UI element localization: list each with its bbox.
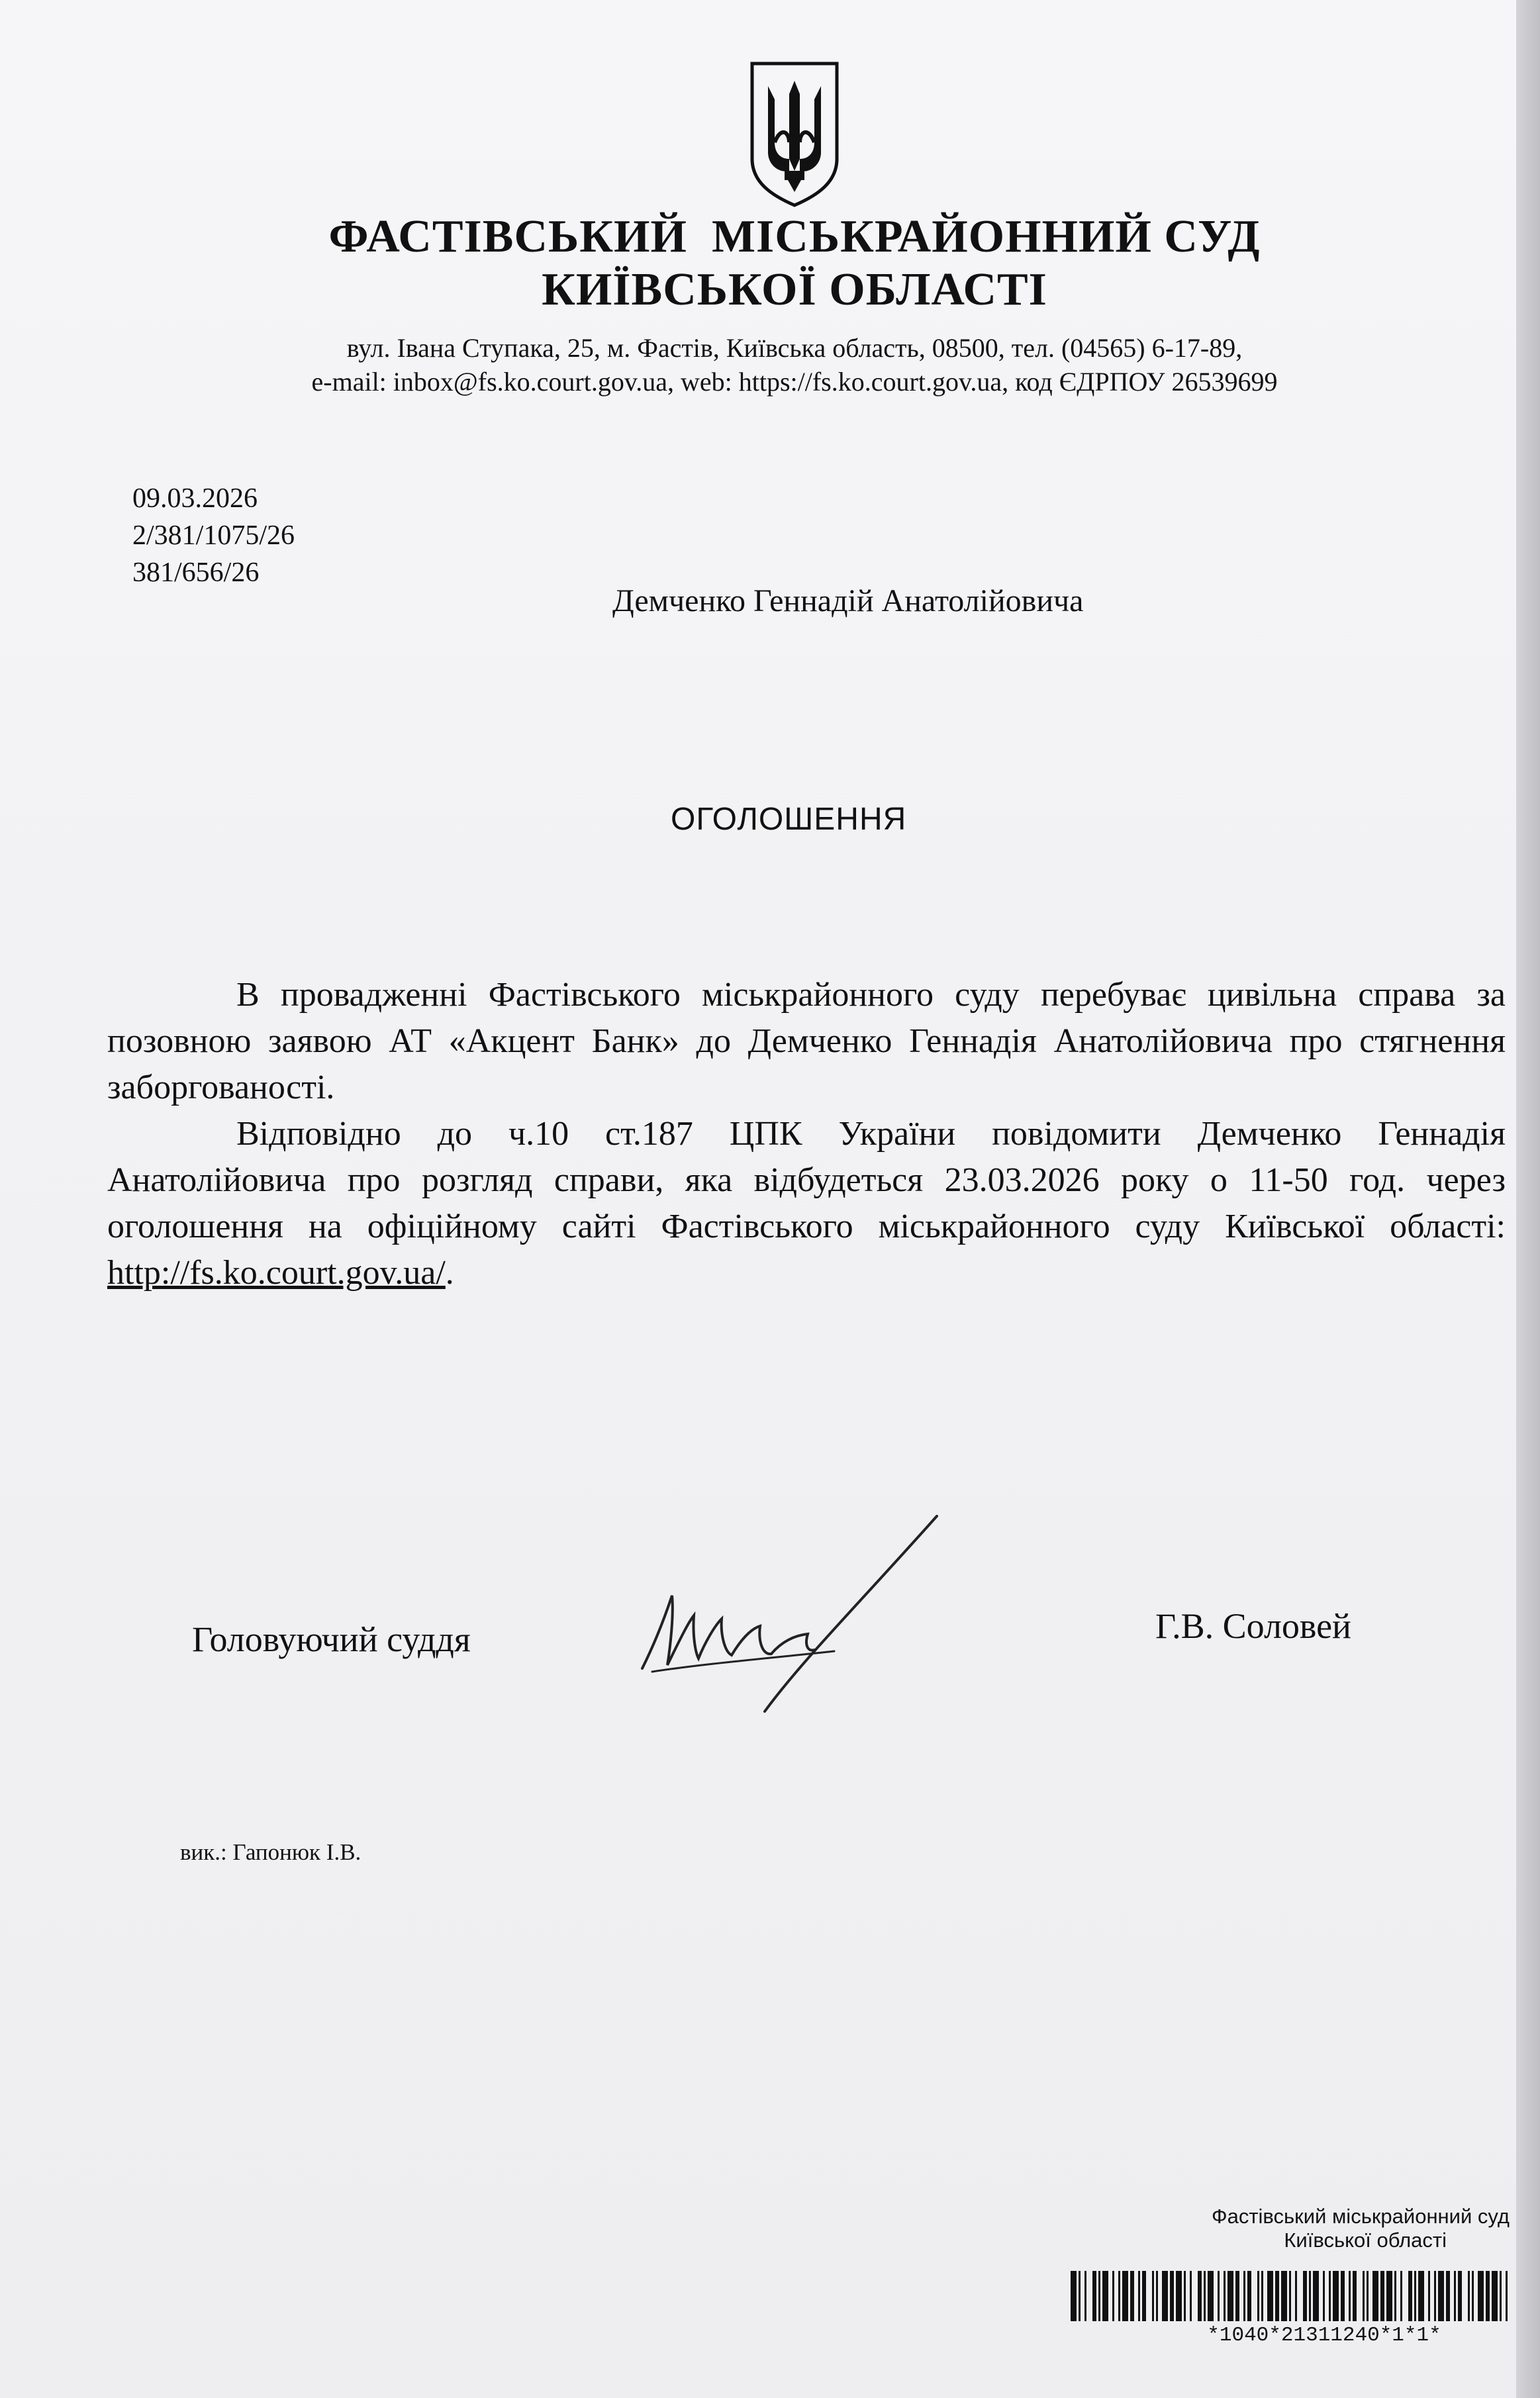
document-title: ОГОЛОШЕННЯ — [671, 802, 907, 837]
court-stamp — [1139, 2205, 1510, 2252]
court-contacts: e-mail: inbox@fs.ko.court.gov.ua, web: https://fs.ko.court.gov.ua, код ЄДРПОУ 26539699 — [311, 367, 1278, 397]
outgoing-number: 2/381/1075/26 — [132, 520, 295, 551]
body-paragraph-2-end: . — [445, 1254, 454, 1292]
signature-role: Головуючий суддя — [192, 1619, 471, 1659]
judge-signature — [636, 1510, 947, 1728]
executor-note: вик.: Гапонюк І.В. — [180, 1839, 361, 1865]
body-paragraph-2 — [107, 1111, 1506, 1296]
court-name-line2: КИЇВСЬКОЇ ОБЛАСТІ — [542, 264, 1047, 315]
document-meta — [132, 480, 295, 591]
stamp-line-2: Київської області — [1284, 2229, 1447, 2252]
barcode-number: *1040*21311240*1*1* — [1207, 2324, 1441, 2347]
case-number: 381/656/26 — [132, 557, 260, 588]
addressee: Демченко Геннадій Анатолійовича — [612, 583, 1084, 618]
barcode — [1071, 2271, 1508, 2321]
court-website-link[interactable]: http://fs.ko.court.gov.ua/ — [107, 1254, 446, 1292]
coat-of-arms-icon — [748, 60, 841, 209]
body-paragraph-2-text: Відповідно до ч.10 ст.187 ЦПК України повідомити Демченко Геннадія Анатолійовича про розгляд справи, яка відбудеться 23.03.2026 року о 11-50 год. через оголошення на офіційному сайті Фастівського міськрайонного суду Київської області: — [107, 1115, 1506, 1245]
stamp-line-1: Фастівський міськрайонний суд — [1212, 2205, 1510, 2228]
court-name-line1: ФАСТІВСЬКИЙ МІСЬКРАЙОННИЙ СУД — [328, 211, 1261, 262]
body-paragraph-1: В провадженні Фастівського міськрайонного суду перебуває цивільна справа за позовною заявою АТ «Акцент Банк» до Демченко Геннадія Анатолійовича про стягнення заборгованості. — [107, 976, 1506, 1106]
judge-name: Г.В. Соловей — [1155, 1606, 1351, 1646]
court-address: вул. Івана Ступака, 25, м. Фастів, Київська область, 08500, тел. (04565) 6-17-89, — [346, 333, 1243, 363]
document-date: 09.03.2026 — [132, 483, 258, 514]
